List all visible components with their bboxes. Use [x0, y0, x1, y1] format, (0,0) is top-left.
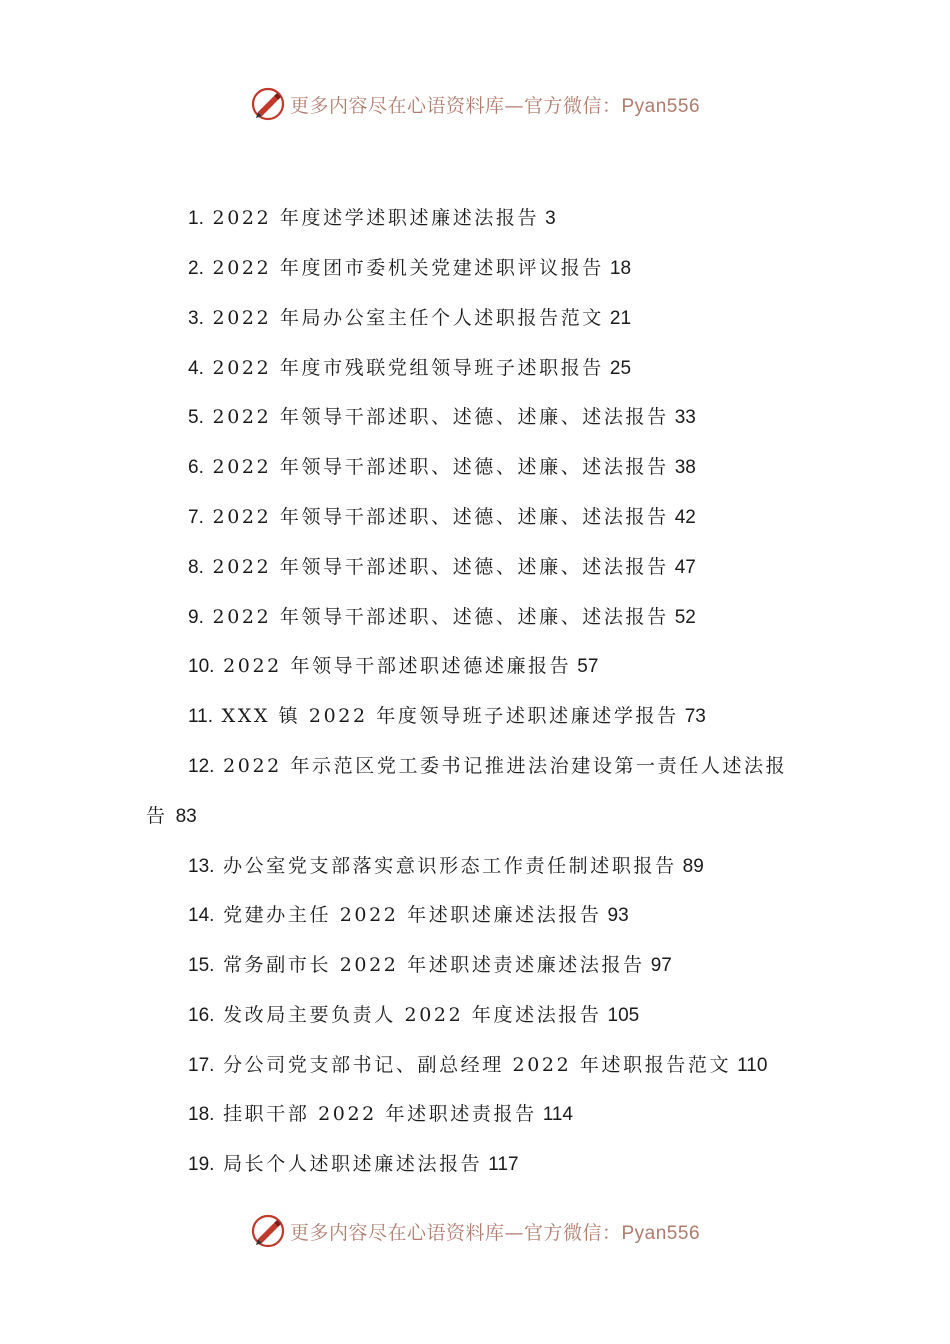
toc-entry[interactable]: 15. 常务副市长 2022 年述职述责述廉述法报告 97 — [188, 954, 672, 976]
pen-logo-icon — [250, 1213, 286, 1249]
toc-entry[interactable]: 7. 2022 年领导干部述职、述德、述廉、述法报告 42 — [188, 506, 696, 528]
toc-entry[interactable]: 4. 2022 年度市残联党组领导班子述职报告 25 — [188, 357, 632, 379]
toc-entry[interactable]: 10. 2022 年领导干部述职述德述廉报告 57 — [188, 655, 599, 677]
toc-entry[interactable]: 16. 发改局主要负责人 2022 年度述法报告 105 — [188, 1004, 640, 1026]
toc-entry-continuation[interactable]: 告 83 — [146, 805, 197, 827]
toc-entry[interactable]: 14. 党建办主任 2022 年述职述廉述法报告 93 — [188, 904, 629, 926]
toc-entry[interactable]: 11. XXX 镇 2022 年度领导班子述职述廉述学报告 73 — [188, 705, 706, 727]
toc-entry[interactable]: 19. 局长个人述职述廉述法报告 117 — [188, 1153, 519, 1175]
toc-entry[interactable]: 13. 办公室党支部落实意识形态工作责任制述职报告 89 — [188, 855, 704, 877]
watermark-banner-top — [0, 84, 950, 124]
pen-logo-icon — [250, 86, 286, 122]
watermark-text: 更多内容尽在心语资料库—官方微信：Pyan556 — [289, 1221, 701, 1244]
watermark-banner-bottom — [0, 1211, 950, 1251]
toc-entry[interactable]: 3. 2022 年局办公室主任个人述职报告范文 21 — [188, 307, 632, 329]
toc-entry[interactable]: 17. 分公司党支部书记、副总经理 2022 年述职报告范文 110 — [188, 1054, 768, 1076]
toc-entry[interactable]: 8. 2022 年领导干部述职、述德、述廉、述法报告 47 — [188, 556, 696, 578]
toc-entry[interactable]: 1. 2022 年度述学述职述廉述法报告 3 — [188, 207, 556, 229]
toc-entry[interactable]: 5. 2022 年领导干部述职、述德、述廉、述法报告 33 — [188, 406, 696, 428]
toc-entry[interactable]: 6. 2022 年领导干部述职、述德、述廉、述法报告 38 — [188, 456, 696, 478]
toc-entry[interactable]: 18. 挂职干部 2022 年述职述责报告 114 — [188, 1103, 573, 1125]
toc-entry[interactable]: 2. 2022 年度团市委机关党建述职评议报告 18 — [188, 257, 632, 279]
watermark-text: 更多内容尽在心语资料库—官方微信：Pyan556 — [289, 94, 701, 117]
toc-entry[interactable]: 12. 2022 年示范区党工委书记推进法治建设第一责任人述法报 — [188, 755, 788, 777]
toc-entry[interactable]: 9. 2022 年领导干部述职、述德、述廉、述法报告 52 — [188, 606, 696, 628]
